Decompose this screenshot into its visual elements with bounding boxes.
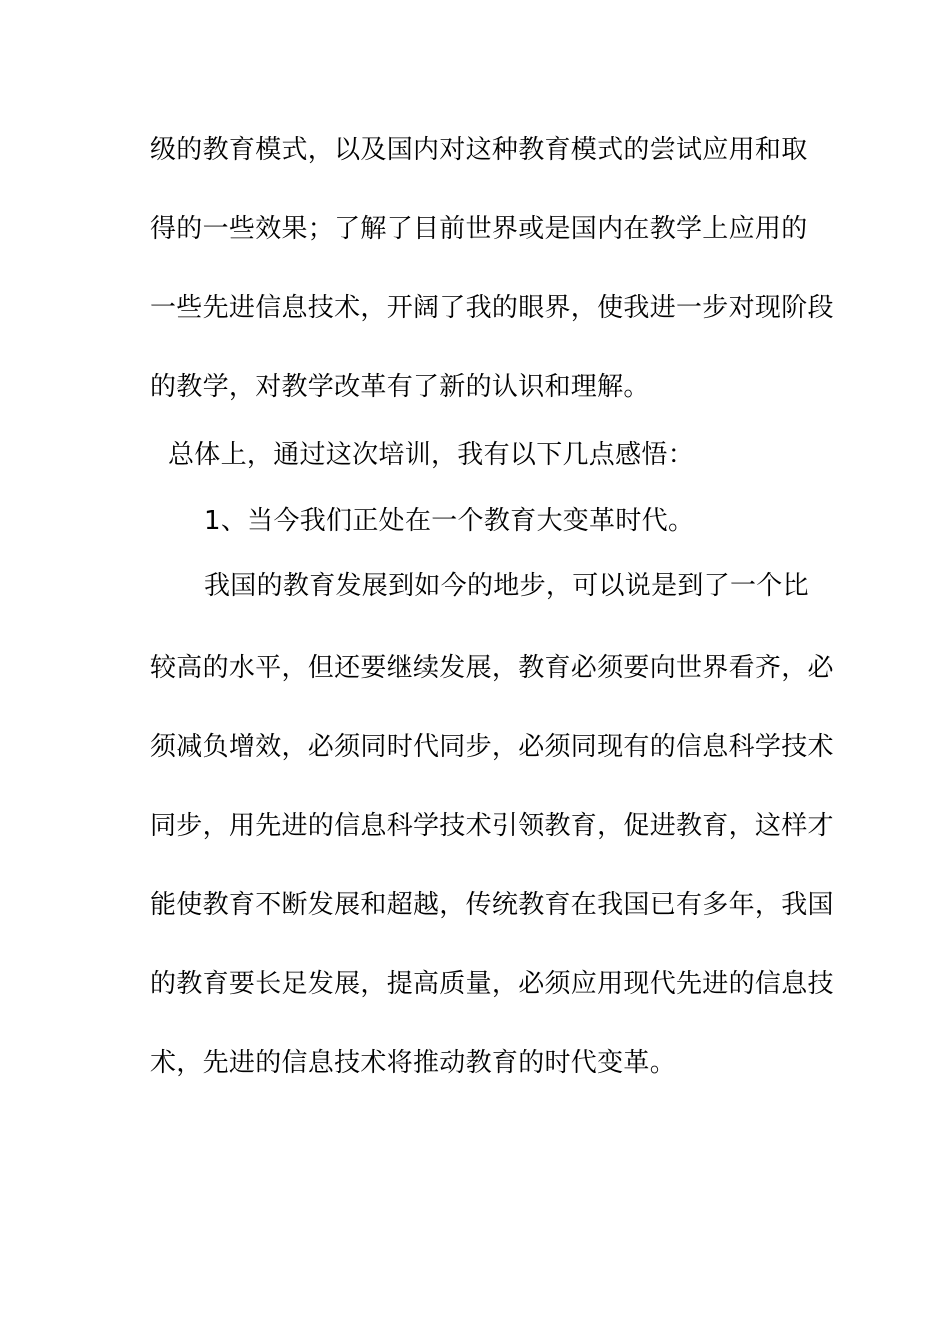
- paragraph1-line-4: 的教学，对教学改革有了新的认识和理解。: [150, 372, 650, 402]
- paragraph1-line-3: 一些先进信息技术，开阔了我的眼界，使我进一步对现阶段: [150, 293, 834, 323]
- paragraph2-line-5: 能使教育不断发展和超越，传统教育在我国已有多年，我国: [150, 890, 834, 920]
- paragraph2-line-1: 我国的教育发展到如今的地步，可以说是到了一个比: [204, 571, 809, 601]
- point1-heading: 1、当今我们正处在一个教育大变革时代。: [204, 506, 695, 536]
- paragraph1-line-2: 得的一些效果；了解了目前世界或是国内在教学上应用的: [150, 214, 808, 244]
- paragraph2-line-4: 同步，用先进的信息科学技术引领教育，促进教育，这样才: [150, 811, 834, 841]
- intro-line: 总体上，通过这次培训，我有以下几点感悟：: [168, 440, 695, 470]
- paragraph2-line-3: 须减负增效，必须同时代同步，必须同现有的信息科学技术: [150, 732, 834, 762]
- paragraph2-line-6: 的教育要长足发展，提高质量，必须应用现代先进的信息技: [150, 969, 834, 999]
- paragraph1-line-1: 级的教育模式，以及国内对这种教育模式的尝试应用和取: [150, 135, 808, 165]
- paragraph2-line-7: 术，先进的信息技术将推动教育的时代变革。: [150, 1048, 677, 1078]
- paragraph2-line-2: 较高的水平，但还要继续发展，教育必须要向世界看齐，必: [150, 653, 834, 683]
